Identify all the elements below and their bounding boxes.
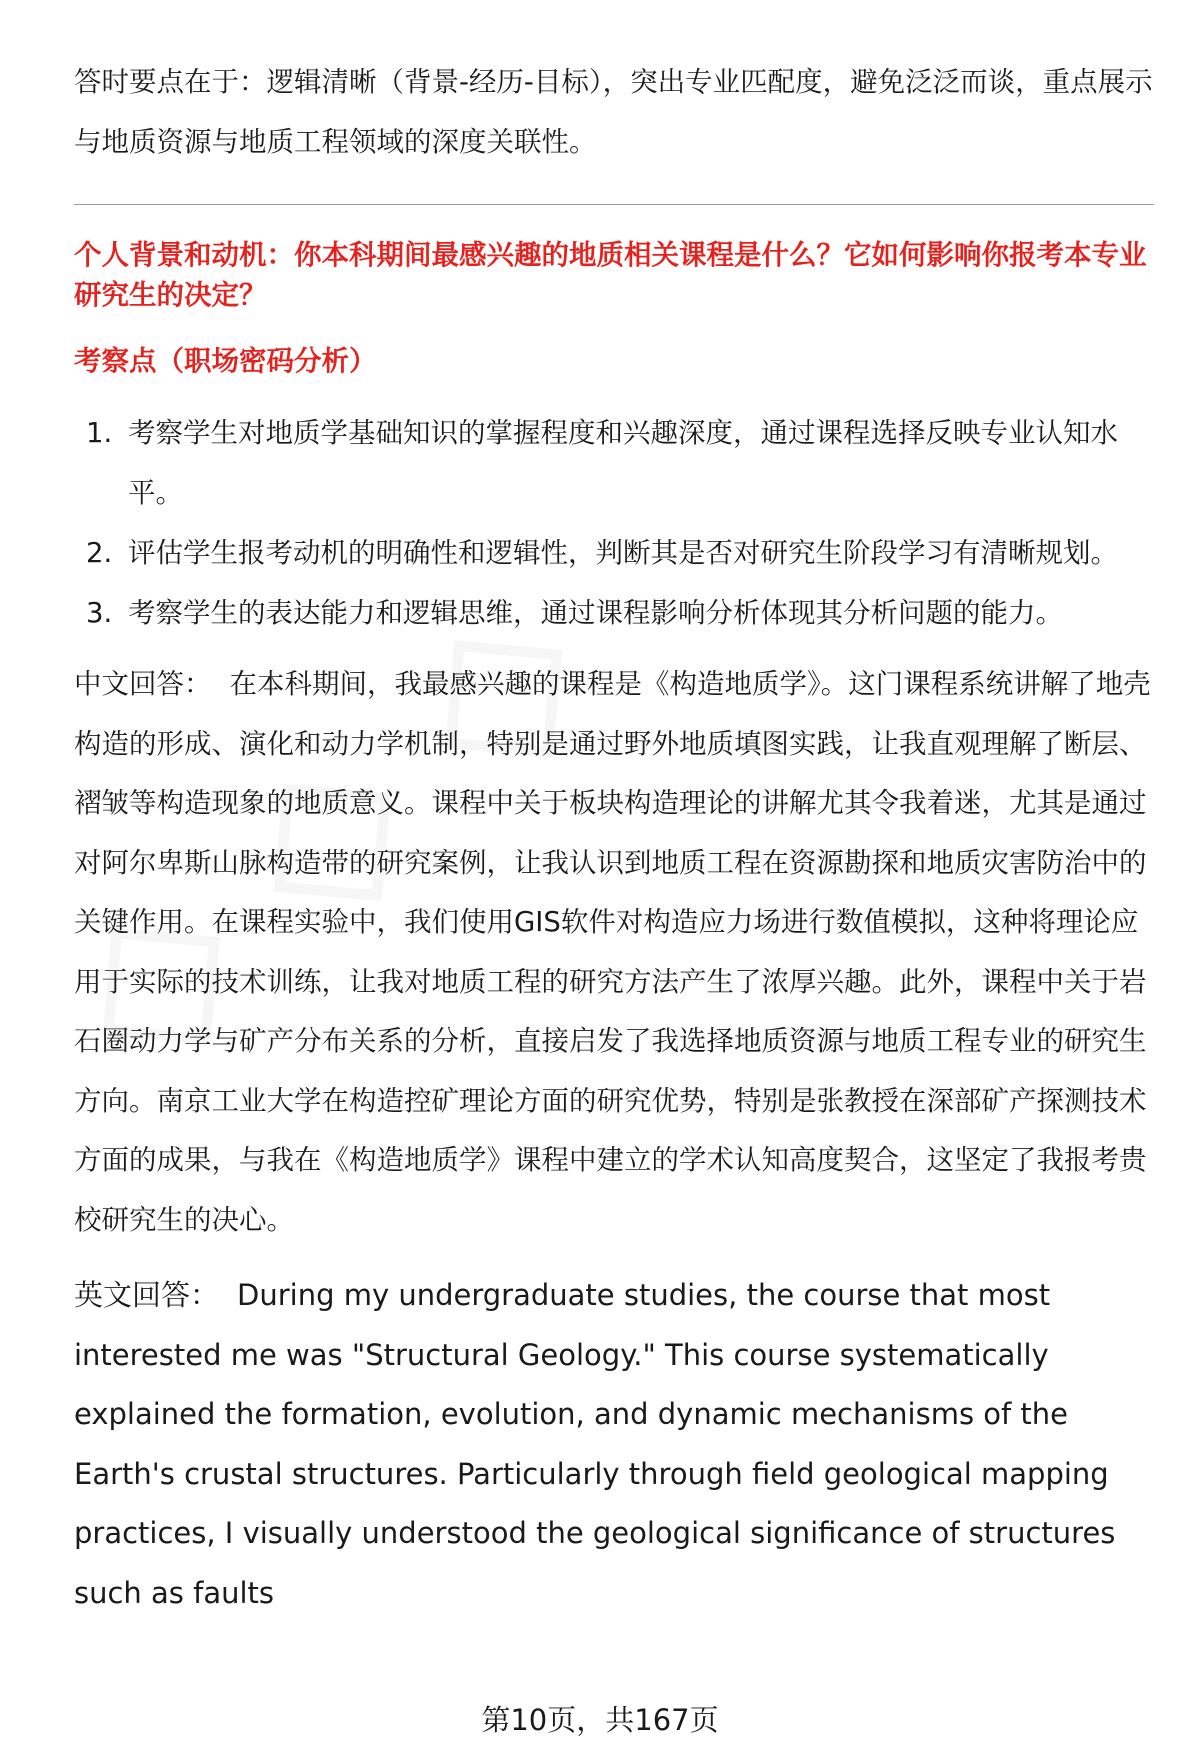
intro-paragraph: 答时要点在于：逻辑清晰（背景-经历-目标），突出专业匹配度，避免泛泛而谈，重点展示与地质资源与地质工程领域的深度关联性。	[74, 66, 1153, 158]
list-item-text: 考察学生对地质学基础知识的掌握程度和兴趣深度，通过课程选择反映专业认知水平。	[128, 417, 1118, 509]
english-answer	[74, 1266, 1154, 1623]
assessment-heading: 考察点（职场密码分析）	[74, 345, 377, 377]
chinese-answer-text: 在本科期间，我最感兴趣的课程是《构造地质学》。这门课程系统讲解了地壳构造的形成、演化和动力学机制，特别是通过野外地质填图实践，让我直观理解了断层、褶皱等构造现象的地质意义。课程中关于板块构造理论的讲解尤其令我着迷，尤其是通过对阿尔卑斯山脉构造带的研究案例，让我认识到地质工程在资源勘探和地质灾害防治中的关键作用。在课程实验中，我们使用GIS软件对构造应力场进行数值模拟，这种将理论应用于实际的技术训练，让我对地质工程的研究方法产生了浓厚兴趣。此外，课程中关于岩石圈动力学与矿产分布关系的分析，直接启发了我选择地质资源与地质工程专业的研究生方向。南京工业大学在构造控矿理论方面的研究优势，特别是张教授在深部矿产探测技术方面的成果，与我在《构造地质学》课程中建立的学术认知高度契合，这坚定了我报考贵校研究生的决心。	[74, 668, 1151, 1236]
chinese-answer	[74, 655, 1154, 1250]
list-item-text: 考察学生的表达能力和逻辑思维，通过课程影响分析体现其分析问题的能力。	[128, 597, 1063, 629]
list-item	[74, 403, 1154, 523]
list-item-text: 评估学生报考动机的明确性和逻辑性，判断其是否对研究生阶段学习有清晰规划。	[128, 537, 1118, 569]
list-item	[74, 583, 1154, 643]
list-item-number: 3.	[86, 597, 113, 629]
list-item-number: 1.	[86, 417, 113, 449]
list-item	[74, 523, 1154, 583]
list-item-number: 2.	[86, 537, 113, 569]
document-page	[74, 52, 1154, 1623]
question-title: 个人背景和动机：你本科期间最感兴趣的地质相关课程是什么？它如何影响你报考本专业研究生的决定？	[74, 239, 1147, 311]
chinese-answer-label: 中文回答：	[74, 668, 212, 700]
assessment-points-list	[74, 403, 1154, 643]
section-divider	[74, 204, 1154, 205]
page-number: 第10页，共167页	[481, 1703, 719, 1737]
english-answer-text: During my undergraduate studies, the course that most interested me was "Structural Geology." This course systematically explained the formation, evolution, and dynamic mechanisms of the Earth's crustal structures. Particularly through field geological mapping practices, I visually understood the geological significance of structures such as faults	[74, 1278, 1116, 1610]
english-answer-label: 英文回答：	[74, 1278, 220, 1312]
